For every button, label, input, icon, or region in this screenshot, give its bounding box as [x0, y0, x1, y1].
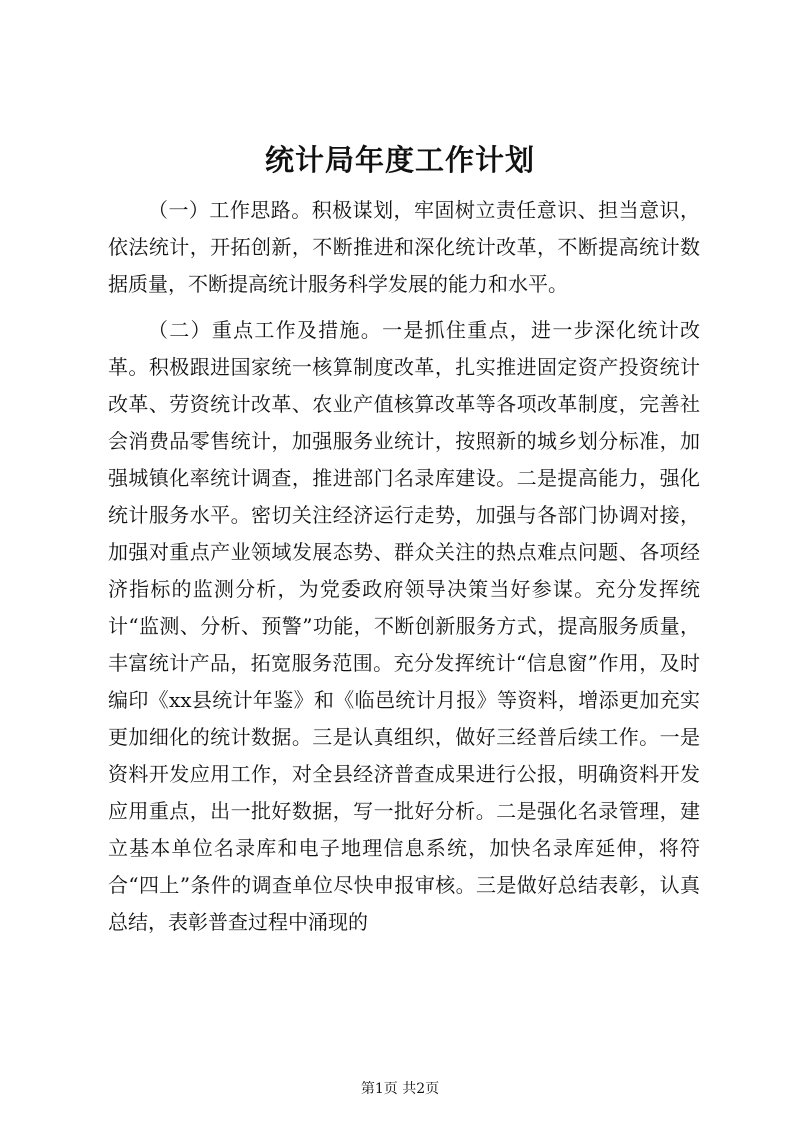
page-number-footer: 第1页 共2页	[360, 1081, 440, 1097]
document-body	[108, 192, 700, 941]
paragraph-work-approach: （一）工作思路。积极谋划，牢固树立责任意识、担当意识，依法统计，开拓创新，不断推进和深化统计改革，不断提高统计数据质量，不断提高统计服务科学发展的能力和水平。	[108, 198, 700, 296]
document-title: 统计局年度工作计划	[264, 143, 535, 177]
paragraph-key-measures: （二）重点工作及措施。一是抓住重点，进一步深化统计改革。积极跟进国家统一核算制度改革，扎实推进固定资产投资统计改革、劳资统计改革、农业产值核算改革等各项改革制度，完善社会消费品零售统计，加强服务业统计，按照新的城乡划分标准，加强城镇化率统计调查，推进部门名录库建设。二是提高能力，强化统计服务水平。密切关注经济运行走势，加强与各部门协调对接，加强对重点产业领域发展态势、群众关注的热点难点问题、各项经济指标的监测分析，为党委政府领导决策当好参谋。充分发挥统计“监测、分析、预警”功能，不断创新服务方式，提高服务质量，丰富统计产品，拓宽服务范围。充分发挥统计“信息窗”作用，及时编印《xx县统计年鉴》和《临邑统计月报》等资料，增添更加充实更加细化的统计数据。三是认真组织，做好三经普后续工作。一是资料开发应用工作，对全县经济普查成果进行公报，明确资料开发应用重点，出一批好数据，写一批好分析。二是强化名录管理，建立基本单位名录库和电子地理信息系统，加快名录库延伸，将符合“四上”条件的调查单位尽快申报审核。三是做好总结表彰，认真总结，表彰普查过程中涌现的	[108, 318, 700, 934]
